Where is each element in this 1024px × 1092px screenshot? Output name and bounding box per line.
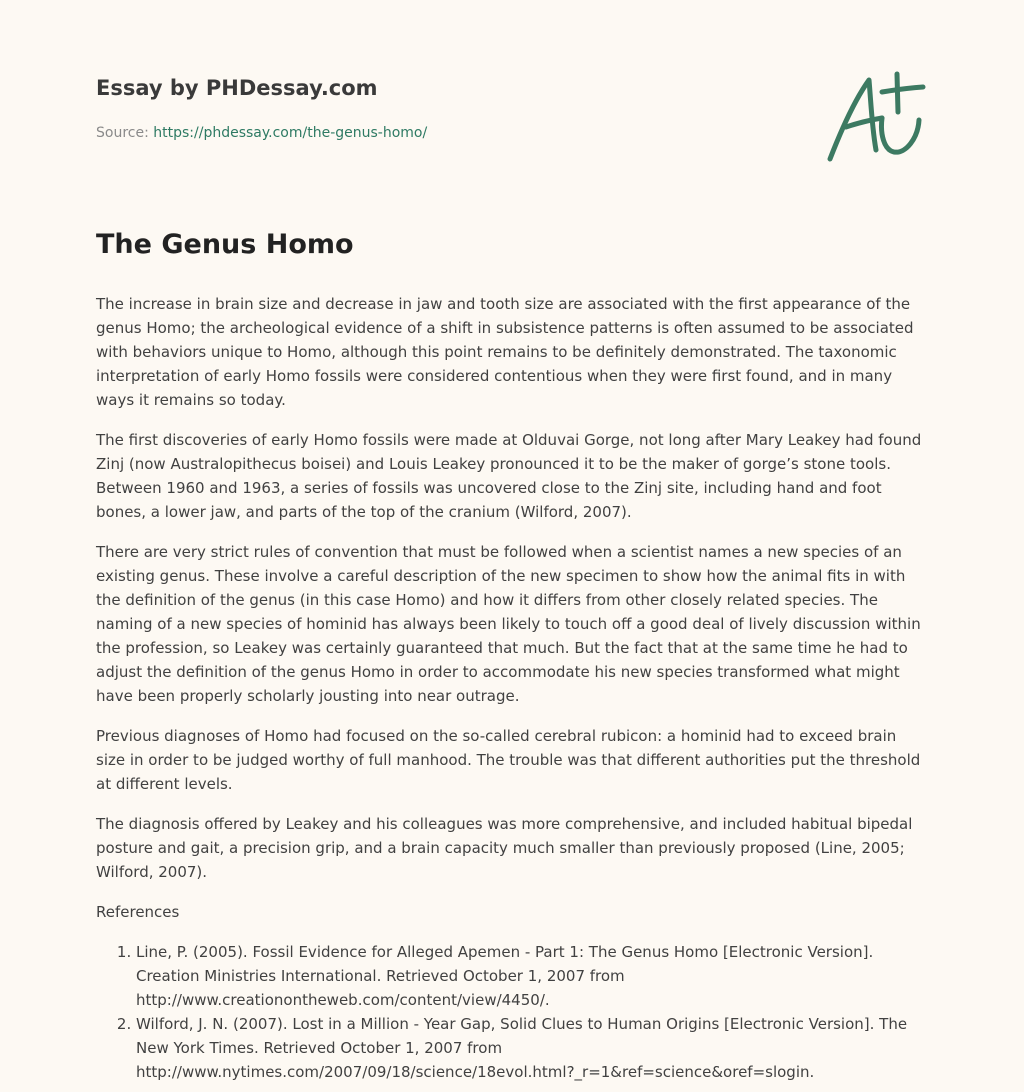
source-label: Source: — [96, 125, 154, 141]
references-list — [96, 940, 930, 1084]
paragraph: The increase in brain size and decrease in jaw and tooth size are associated with the first appearance of the genus Homo; the archeological evidence of a shift in subsistence patterns is often assumed to be associated with behaviors unique to Homo, although this point remains to be definitely demonstrated. The taxonomic interpretation of early Homo fossils were considered contentious when they were first found, and in many ways it remains so today. — [96, 295, 914, 409]
reference-item: 2. Wilford, J. N. (2007). Lost in a Million - Year Gap, Solid Clues to Human Origins [Electronic Version]. The New York Times. Retrieved October 1, 2007 from http://www.nytimes.com/2007/09/18/science/18evol.html?_r=1&ref=science&oref=slogin. — [136, 1012, 930, 1084]
source-link[interactable]: https://phdessay.com/the-genus-homo/ — [153, 125, 428, 141]
source-line — [96, 125, 427, 141]
paragraph: Previous diagnoses of Homo had focused on the so-called cerebral rubicon: a hominid had to exceed brain size in order to be judged worthy of full manhood. The trouble was that different authorities put the threshold at different levels. — [96, 727, 921, 793]
reference-item: 1. Line, P. (2005). Fossil Evidence for Alleged Apemen - Part 1: The Genus Homo [Electronic Version]. Creation Ministries International. Retrieved October 1, 2007 from http://www.creationontheweb.com/content/view/4450/. — [136, 940, 930, 1012]
paragraph: There are very strict rules of convention that must be followed when a scientist names a new species of an existing genus. These involve a careful description of the new specimen to show how the animal fits in with the definition of the genus (in this case Homo) and how it differs from other closely related species. The naming of a new species of hominid has always been likely to touch off a good deal of lively discussion within the profession, so Leakey was certainly guaranteed that much. But the fact that at the same time he had to adjust the definition of the genus Homo in order to accommodate his new species transformed what might have been properly scholarly jousting into near outrage. — [96, 543, 921, 705]
page-header — [96, 76, 936, 141]
paragraph: The diagnosis offered by Leakey and his colleagues was more comprehensive, and included habitual bipedal posture and gait, a precision grip, and a brain capacity much smaller than previously proposed (Line, 2005; Wilford, 2007). — [96, 815, 913, 881]
references-heading: References — [96, 903, 180, 921]
a-plus-logo-icon — [822, 68, 932, 168]
paragraph: The first discoveries of early Homo fossils were made at Olduvai Gorge, not long after Mary Leakey had found Zinj (now Australopithecus boisei) and Louis Leakey pronounced it to be the maker of gorge’s stone tools. Between 1960 and 1963, a series of fossils was uncovered close to the Zinj site, including hand and foot bones, a lower jaw, and parts of the top of the cranium (Wilford, 2007). — [96, 431, 922, 521]
brand-title: Essay by PHDessay.com — [96, 76, 378, 100]
article — [96, 227, 930, 1084]
page-title: The Genus Homo — [96, 229, 354, 260]
